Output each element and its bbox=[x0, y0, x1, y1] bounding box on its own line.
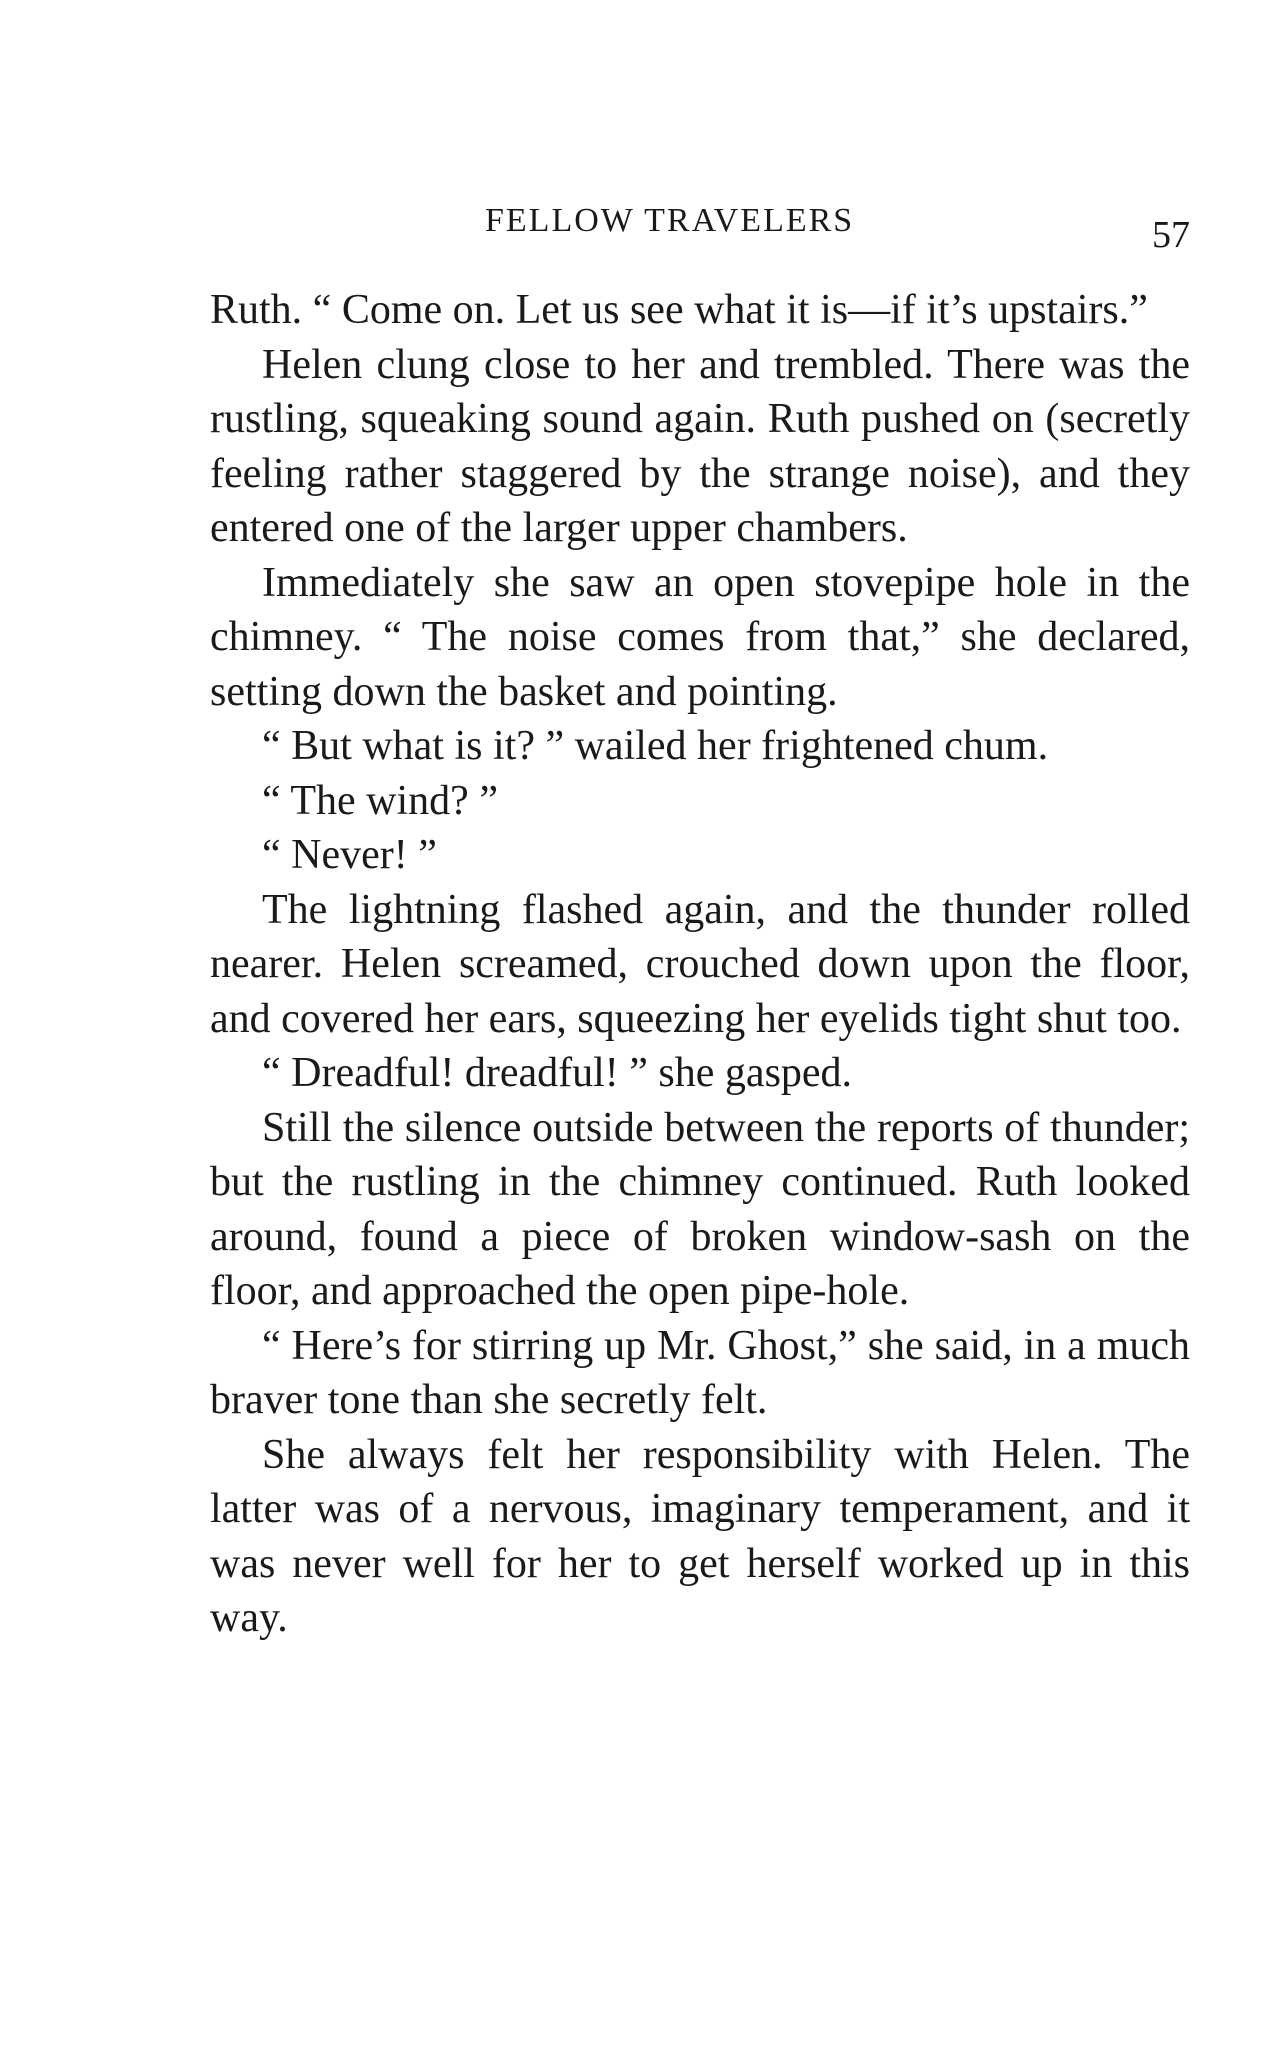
running-head bbox=[210, 196, 1210, 256]
paragraph: Ruth. “ Come on. Let us see what it is—if it’s upstairs.” bbox=[210, 287, 1148, 333]
paragraph: She always felt her responsibility with Helen. The latter was of a nervous, imaginary temperament, and it was never well for her to get herself worked up in this way. bbox=[210, 1431, 1190, 1641]
paragraph: Immediately she saw an open stovepipe hole in the chimney. “ The noise comes from that,” she declared, setting down the basket and pointing. bbox=[210, 559, 1190, 715]
paragraph: “ Dreadful! dreadful! ” she gasped. bbox=[262, 1050, 853, 1096]
paragraph: “ Never! ” bbox=[262, 832, 437, 878]
paragraph: Helen clung close to her and trembled. There was the rustling, squeaking sound again. Ruth pushed on (secretly feeling rather staggered by the strange noise), and they entered one of the larger upper chambers. bbox=[210, 341, 1190, 551]
paragraph: The lightning flashed again, and the thunder rolled nearer. Helen screamed, crouched down upon the floor, and covered her ears, squeezing her eyelids tight shut too. bbox=[210, 886, 1190, 1042]
paragraph: “ The wind? ” bbox=[262, 777, 498, 824]
paragraph: “ But what is it? ” wailed her frightened chum. bbox=[262, 723, 1049, 769]
running-title: FELLOW TRAVELERS bbox=[485, 202, 855, 239]
body-text bbox=[210, 283, 1190, 1646]
page-number: 57 bbox=[1152, 214, 1190, 256]
paragraph: “ Here’s for stirring up Mr. Ghost,” she said, in a much braver tone than she secretly felt. bbox=[210, 1322, 1190, 1423]
paragraph: Still the silence outside between the reports of thunder; but the rustling in the chimney continued. Ruth looked around, found a piece of broken window-sash on the floor, and approached the open pipe-hole. bbox=[210, 1104, 1190, 1314]
